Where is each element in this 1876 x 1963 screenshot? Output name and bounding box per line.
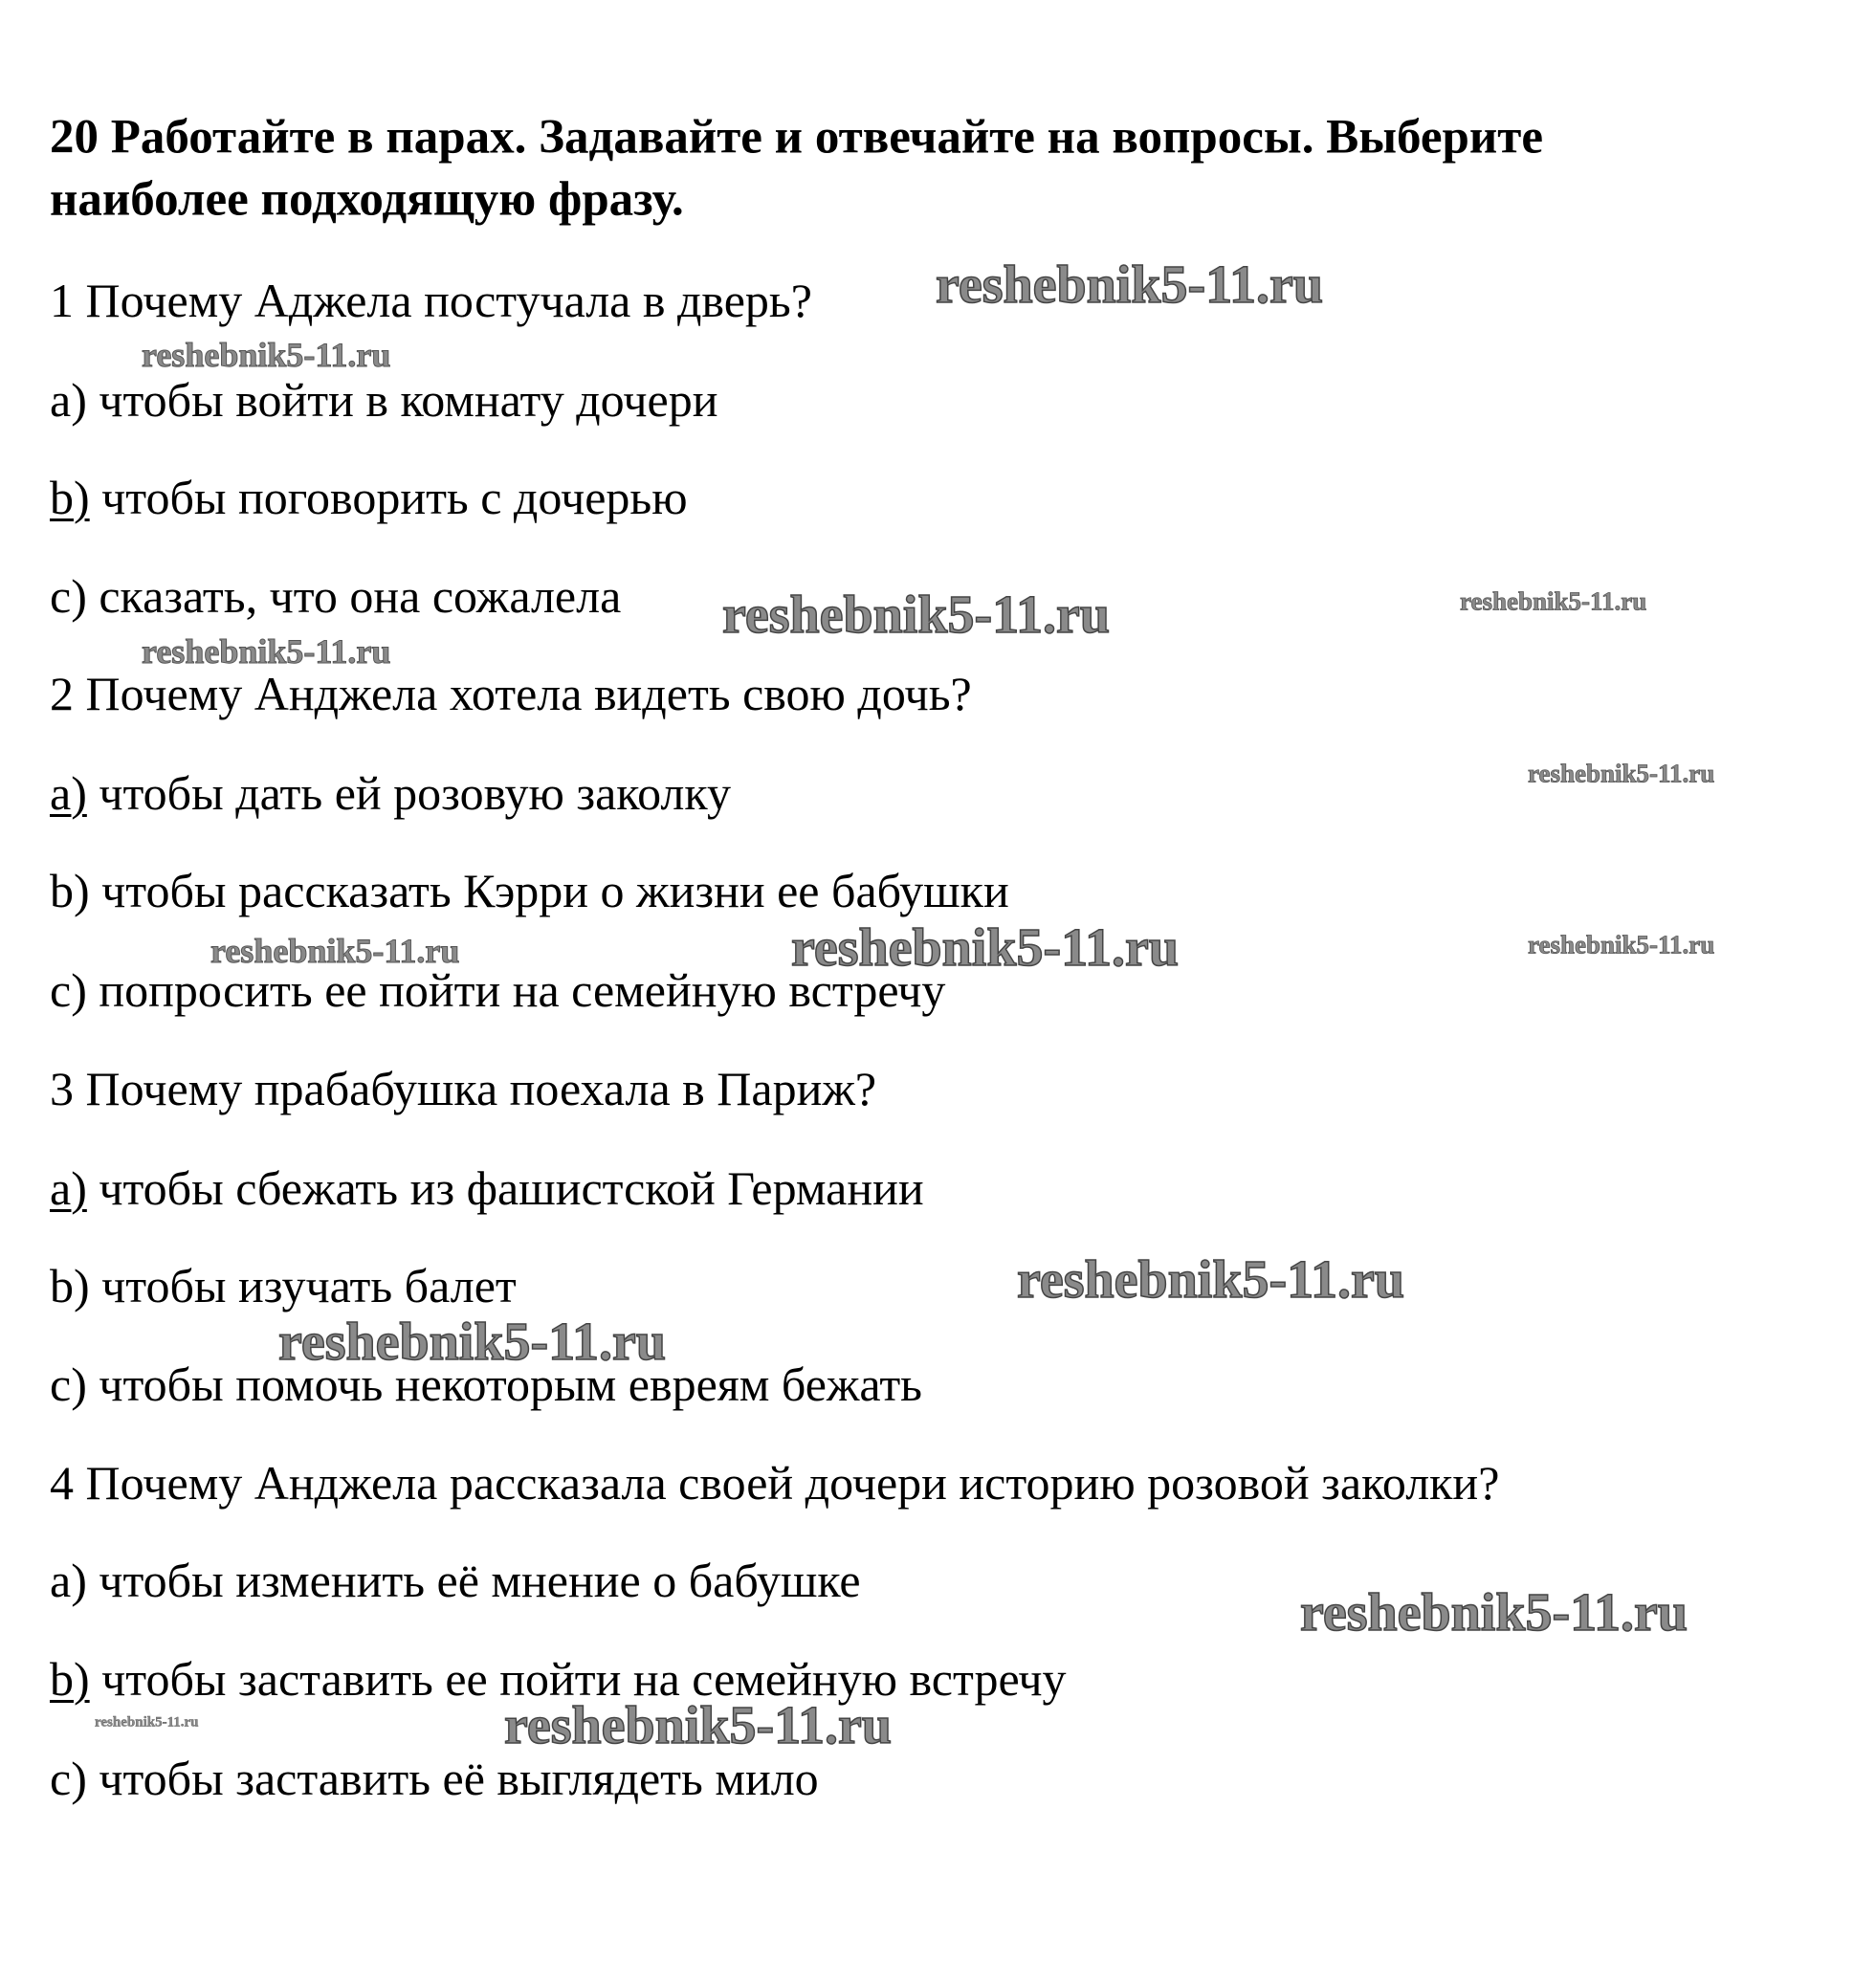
watermark: reshebnik5-11.ru [504,1696,893,1755]
question-4: 4 Почему Анджела рассказала своей дочери историю розовой заколки? [50,1456,1500,1510]
question-2: 2 Почему Анджела хотела видеть свою дочь? [50,667,972,720]
option-label-underlined: a) [50,766,87,820]
watermark: reshebnik5-11.ru [936,255,1324,315]
option-text: чтобы заставить ее пойти на семейную встречу [89,1652,1067,1706]
option-label: c) [50,1752,87,1805]
option-label: a) [50,1554,87,1607]
option-label-underlined: a) [50,1161,87,1215]
option-label: c) [50,1357,87,1411]
option-text: чтобы поговорить с дочерью [89,471,688,524]
watermark: reshebnik5-11.ru [95,1714,199,1731]
question-1: 1 Почему Аджела постучала в дверь? [50,274,812,327]
exercise-title-line-1: 20 Работайте в парах. Задавайте и отвечайте на вопросы. Выберите [50,110,1543,165]
watermark: reshebnik5-11.ru [210,932,460,970]
option-text: сказать, что она сожалела [86,569,622,623]
option-1a [50,373,718,427]
watermark: reshebnik5-11.ru [142,632,391,671]
question-3: 3 Почему прабабушка поехала в Париж? [50,1062,877,1115]
option-3a-selected [50,1161,924,1215]
exercise-title-line-2: наиболее подходящую фразу. [50,172,684,227]
option-label: b) [50,864,90,917]
option-text: чтобы изменить её мнение о бабушке [86,1554,861,1607]
option-text: чтобы помочь некоторым евреям бежать [86,1357,922,1411]
watermark: reshebnik5-11.ru [1528,759,1715,788]
option-label: c) [50,569,87,623]
option-label: b) [50,1259,90,1312]
option-2b [50,864,1009,917]
option-label-underlined: b) [50,1652,90,1706]
watermark: reshebnik5-11.ru [1017,1250,1405,1310]
watermark: reshebnik5-11.ru [1460,586,1647,616]
option-label: c) [50,963,87,1017]
watermark: reshebnik5-11.ru [1528,930,1715,959]
watermark: reshebnik5-11.ru [142,336,391,374]
option-text: чтобы рассказать Кэрри о жизни ее бабушки [89,864,1009,917]
option-4c [50,1752,819,1805]
option-text: попросить ее пойти на семейную встречу [86,963,946,1017]
watermark: reshebnik5-11.ru [1300,1583,1688,1643]
watermark: reshebnik5-11.ru [722,585,1111,645]
option-text: чтобы сбежать из фашистской Германии [86,1161,924,1215]
option-3b [50,1259,517,1312]
option-text: чтобы войти в комнату дочери [86,373,718,427]
watermark: reshebnik5-11.ru [791,918,1180,978]
option-1c [50,569,622,623]
option-text: чтобы изучать балет [89,1259,517,1312]
option-1b-selected [50,471,688,524]
option-4a [50,1554,861,1607]
option-label-underlined: b) [50,471,90,524]
option-label: a) [50,373,87,427]
option-text: чтобы дать ей розовую заколку [86,766,731,820]
option-text: чтобы заставить её выглядеть мило [86,1752,819,1805]
option-2a-selected [50,766,731,820]
watermark: reshebnik5-11.ru [278,1312,667,1372]
